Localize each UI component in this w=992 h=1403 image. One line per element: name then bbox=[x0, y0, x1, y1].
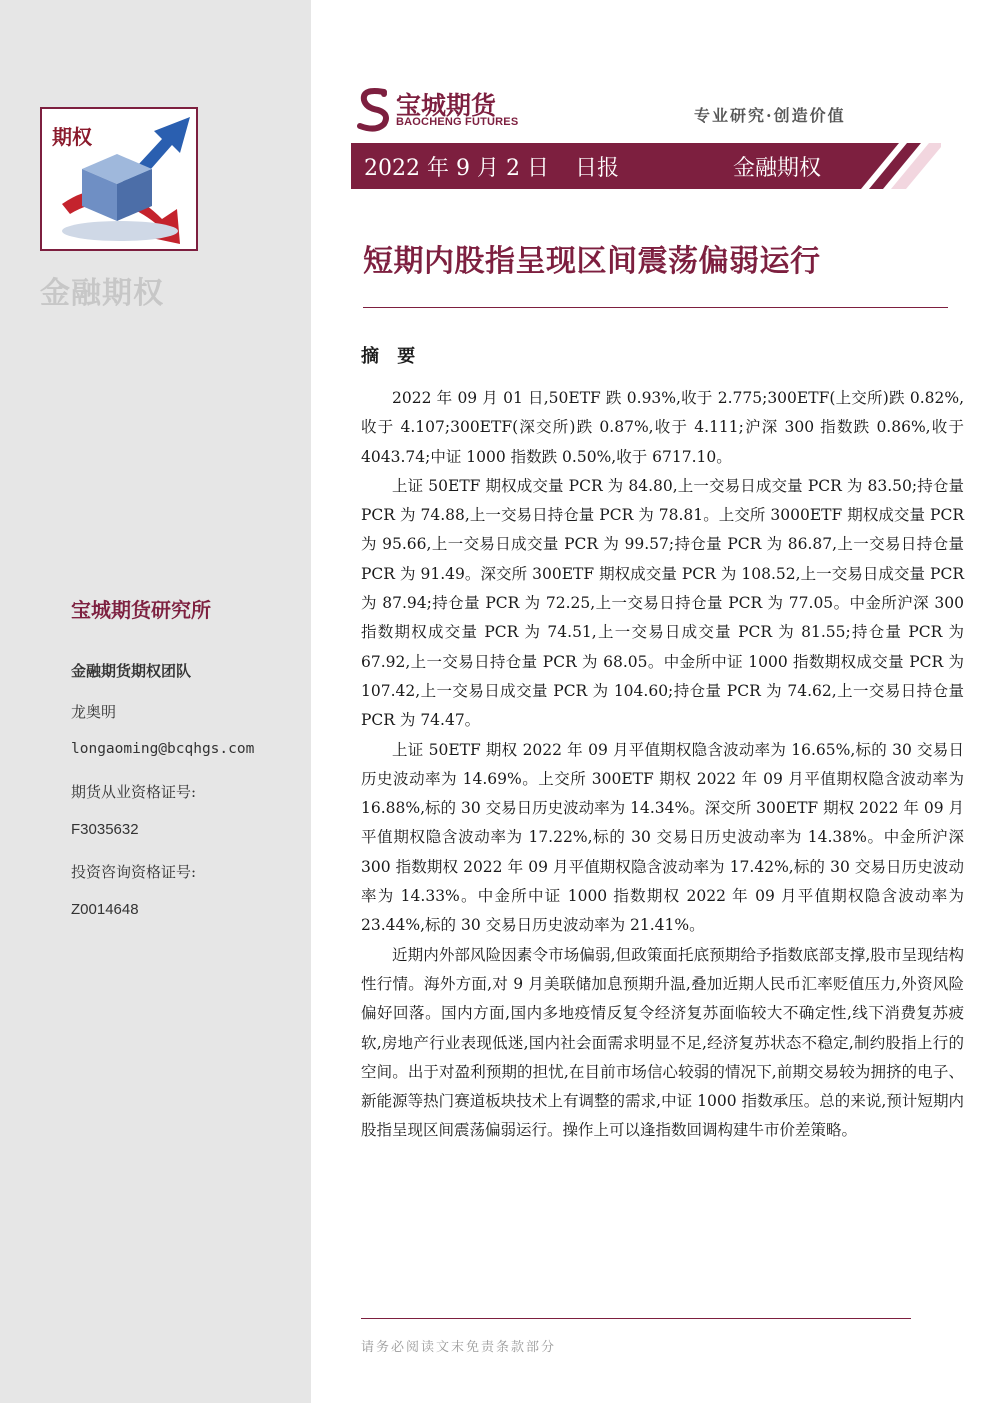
paragraph: 上证 50ETF 期权 2022 年 09 月平值期权隐含波动率为 16.65%,标的 30 交易日历史波动率为 14.69%。上交所 300ETF 期权 2022 年 09 月平值期权隐含波动率为 16.88%,标的 30 交易日历史波动率为 14.34%。深交所 300ETF 期权 2022 年 09 月平值期权隐含波动率为 17.22%,标的 30 交易日历史波动率为 14.38%。中金所沪深 300 指数期权 2022 年 09 月平值期权隐含波动率为 17.42%,标的 30 交易日历史波动率为 14.33%。中金所中证 1000 指数期权 2022 年 09 月平值期权隐含波动率为 23.44%,标的 30 交易日历史波动率为 21.41%。 bbox=[361, 740, 964, 935]
advisory-label: 投资咨询资格证号: bbox=[71, 863, 197, 881]
brand-name: 宝城期货 bbox=[396, 91, 497, 120]
summary-body bbox=[361, 384, 964, 1146]
analyst-email[interactable]: longaoming@bcqhgs.com bbox=[71, 741, 255, 757]
license-label: 期货从业资格证号: bbox=[71, 783, 197, 801]
paragraph: 近期内外部风险因素令市场偏弱,但政策面托底预期给予指数底部支撑,股市呈现结构性行情。海外方面,对 9 月美联储加息预期升温,叠加近期人民币汇率贬值压力,外资风险偏好回落。国内方面,国内多地疫情反复令经济复苏面临较大不确定性,线下消费复苏疲软,房地产行业表现低迷,国内社会面需求明显不足,经济复苏状态不稳定,制约股指上行的空间。出于对盈利预期的担忧,在目前市场信心较弱的情况下,前期交易较为拥挤的电子、新能源等热门赛道板块技术上有调整的需求,中证 1000 指数承压。总的来说,预计短期内股指呈现区间震荡偏弱运行。操作上可以逢指数回调构建牛市价差策略。 bbox=[361, 945, 964, 1140]
title-divider bbox=[363, 307, 948, 308]
report-category: 金融期权 bbox=[733, 156, 822, 181]
summary-heading: 摘 要 bbox=[361, 346, 422, 367]
cover-image bbox=[40, 107, 198, 251]
license-number: F3035632 bbox=[71, 821, 139, 838]
brand-s-icon bbox=[356, 86, 392, 132]
paragraph: 上证 50ETF 期权成交量 PCR 为 84.80,上一交易日成交量 PCR 为 83.50;持仓量 PCR 为 74.88,上一交易日持仓量 PCR 为 78.81。上交所 3000ETF 期权成交量 PCR 为 95.66,上一交易日成交量 PCR 为 99.57;持仓量 PCR 为 86.87,上一交易日持仓量 PCR 为 91.49。深交所 300ETF 期权成交量 PCR 为 108.52,上一交易日成交量 PCR 为 87.94;持仓量 PCR 为 72.25,上一交易日持仓量 PCR 为 77.05。中金所沪深 300 指数期权成交量 PCR 为 74.51,上一交易日成交量 PCR 为 81.55;持仓量 PCR 为 67.92,上一交易日持仓量 PCR 为 68.05。中金所中证 1000 指数期权成交量 PCR 为 107.42,上一交易日成交量 PCR 为 104.60;持仓量 PCR 为 74.62,上一交易日持仓量 PCR 为 74.47。 bbox=[361, 476, 964, 730]
analyst-name: 龙奥明 bbox=[71, 703, 117, 721]
report-title: 短期内股指呈现区间震荡偏弱运行 bbox=[363, 244, 821, 279]
report-type: 日报 bbox=[575, 156, 620, 181]
cover-label: 期权 bbox=[52, 125, 92, 149]
report-date: 2022 年 9 月 2 日 bbox=[364, 156, 549, 181]
paragraph: 2022 年 09 月 01 日,50ETF 跌 0.93%,收于 2.775;300ETF(上交所)跌 0.82%,收于 4.107;300ETF(深交所)跌 0.87%,收于 4.111;沪深 300 指数跌 0.86%,收于 4043.74;中证 1000 指数跌 0.50%,收于 6717.10。 bbox=[361, 389, 964, 466]
brand-logo bbox=[356, 86, 526, 132]
slogan: 专业研究·创造价值 bbox=[694, 106, 846, 125]
advisory-number: Z0014648 bbox=[71, 901, 139, 918]
team-name: 金融期货期权团队 bbox=[71, 662, 192, 680]
disclaimer-note: 请务必阅读文末免责条款部分 bbox=[361, 1340, 557, 1355]
sidebar bbox=[0, 0, 311, 1403]
sidebar-title: 金融期权 bbox=[40, 276, 164, 311]
brand-name-en: BAOCHENG FUTURES bbox=[396, 116, 519, 128]
institute-name: 宝城期货研究所 bbox=[71, 598, 211, 622]
footer-divider bbox=[361, 1318, 911, 1319]
